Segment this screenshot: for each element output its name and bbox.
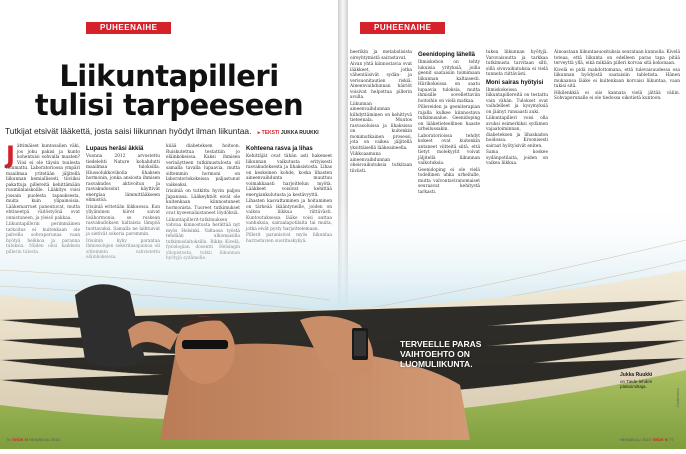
page-number-left: 76: [6, 437, 11, 442]
byline-author: JUKKA RUUKKI: [280, 130, 319, 136]
folio-right: [620, 437, 674, 442]
col7-text-3: Liikuntapilleri voisi olla avuksi esimerkiksi sydämen vajaatoiminnan, diabeteksen ja lihaskadon hoidossa. Kroonisesti sairaat hyötyisivät eniten.: [486, 116, 548, 149]
lead-text: Tutkijat etsivät lääkettä, josta saisi liikunnan hyödyt ilman liikuntaa.: [5, 126, 252, 136]
page-title: [0, 59, 338, 122]
col3-text-2: Irisiiniä on tutkittu hyvin paljon Japanissa. Lääkeyhtiöt eivät ole: [166, 189, 240, 200]
brand-right: TIEDE 9/: [651, 437, 669, 442]
page-number-right: 77: [669, 437, 674, 442]
col3-text: kiiää diabeteksen hoitoon. Ruiskutettua testattiin jo eläinkokeissa. Kaksi ihmisen verinäytteen tutkimustulosta oli samalla tavalla lupaavia, mutta sittemmin hormoni on laboratoriokokeissa paljastunut vaikeaksi.: [166, 144, 240, 188]
column-7-subhead: Moni sairas hyötyisi: [486, 79, 544, 86]
section-tab-right: PUHEENAIHE: [360, 22, 445, 34]
col2-text: Vuonna 2012 arvostettu tiedelehti Nature kohahdutti maailmaa tuloksilla. Hiussolukkovikoila lihaksen hormonin, jonka ansiosta ihmisen rasvakudos aktivoituu ja rasvakudosolut käyttivät energiaa lämmittääkseen: [86, 154, 160, 198]
headline-line-1: Liikuntapilleri: [59, 59, 279, 93]
col5-text-2: Aivan yhtä kiinnostavia ovat lääkkeet, jotka vähentäisivät sydän- ja verisuonitautien riskiä. Aineenvaihdunnan häiriöt voisivat helpottua pillerin avulla.: [350, 62, 412, 100]
col7-text-2: Ihmiskokeissa liikuntapillereitä on testattu vain vähän. Tulokset ovat vaihdelleet ja kysymyksiä on jäänyt runsaasti auki.: [486, 87, 548, 115]
col1-text: ättimäiset kuntosalien väki, jos joku pakisi ja kunto kohentuisi sohvalla maaten? Viisi ei ole täysin tuulesta temmattu. Laboratoriossa ympäri maailmaa yritetään jäljitellä liikunnan kemiallisesti, tiiviiksi pakattuja pillereitä kehittämään ruumiinlaiskoille. Lääkitys voisi jossain puolesta tapauksesta,: [6, 144, 80, 199]
lead-paragraph: [5, 126, 338, 136]
col8-text-2: Kivelä ei pidä mahdottomana, että tulevaisuudessa osa liikunnan hyödyistä saataisiin tabletista. Hänen mukaansa lääke ei kuitenkaan korvaisi liikuntaa, vaan tukisi sitä.: [554, 67, 680, 89]
column-2-subhead: Lupaus heräsi äkkiä: [86, 146, 144, 152]
sunglasses: [182, 340, 228, 349]
col6-text-4: Geenidoping ei ole vielä todellinen uhka urheilulle, mutta valvontaviranomaiset seuraavat kehitystä tarkasti.: [418, 167, 480, 195]
col7-text: tukea liikunnan hyötyjä. Varovaisuutta ja tarkkaa tutkimusta tarvitaan silti, sillä sivuvaikutuksia ei vielä tunneta riittävästi.: [486, 50, 548, 77]
col8-text: Ainoastaan liikuntasuosituksia seurataan kunnolla. Kivelä toteaa, että liikunta on edelleen paras tapa pitää terveyttä yllä, eikä mikään pilleri korvaa sitä kokonaan.: [554, 50, 681, 66]
column-4-subhead: Kohteena rasva ja lihas: [246, 146, 313, 152]
col7-text-4: Sama koskee sydänpotilaita, joiden on vaikea liikkua.: [486, 150, 548, 166]
author-signature: [620, 372, 678, 390]
pull-quote: TERVEELLE PARAS VAIHTOEHTO ON LUOMULIIKUNTA.: [400, 339, 482, 369]
photo-credit: Shutterstock: [676, 388, 680, 408]
issue-right: HEINÄKUU 2015: [620, 437, 651, 442]
col5-text-3: Liikunnan aineenvaihdunnan kiihdyttäminen on kehittyvä tieteenala. Muutos rasvasoluissa ja lihaksissa on kuitenkin monimutkainen prosessi, jota on vaikea jäljitellä yksittäisellä lääkeaineella.: [350, 101, 412, 151]
brand-left: TIEDE 9/: [11, 437, 28, 442]
col8-text-3: Hikilenkkiä ei siis kannata vielä jättää väliin. Sohvaperunalle ei ole tiedossa oikotietä kuntoon.: [554, 90, 680, 101]
byline: [258, 130, 319, 136]
section-tab-left: PUHEENAIHE: [86, 22, 171, 34]
dropcap: J: [6, 141, 15, 169]
folio-left: [6, 437, 60, 442]
col5-text: heerikin ja metabolisista oireyhtymistä sairastavat.: [350, 50, 412, 61]
hero-photo: [0, 200, 686, 449]
signature-name: Jukka Ruukki: [620, 372, 653, 378]
byline-prefix: ▸ TEKSTI: [257, 130, 280, 136]
hammock-illustration: [0, 200, 686, 449]
column-6-subhead: Geenidoping lähellä: [418, 52, 476, 58]
col6-text-3: Laboratorioissa tehdyt kokeet ovat kuitenkin antaneet viitteitä siitä, että tietyt molekyylit voivat jäljitellä liikunnan vaikutuksia.: [418, 133, 480, 166]
col4-text: Kehittäjät ovat tähän asti hakeneet liikunnan vaikutusta erityisesti rasvakudoksesta ja lihaksistosta. Lihas on keskeinen kohde, koska lihasten aineenvaihdunta muuttuu voimakkaasti harjoittelun myötä. Lääkkeet voisivat kehittää energiankulutusta ja kestävyyttä.: [246, 154, 332, 198]
col6-text: Ihmiskehon on tehty lukuisia yrityksiä, joilla geenit saataisiin toimimaan liikunnan kaltaisesti. Hiirikokeissa on saatu lupaavia tuloksia, mutta ihmisille sovellettaviin hoitoihin on vielä matkaa.: [418, 60, 480, 104]
issue-left: HEINÄKUU 2015: [28, 437, 60, 442]
headline-line-2: tulisi tarpeeseen: [34, 88, 304, 122]
signature-desc: on Tiede-lehden päätoimittaja.: [620, 378, 653, 389]
col5-text-4: Viikkoaamuna aineenvaihdunnan oheisvaikutuksia tutkitaan tiiviisti.: [350, 152, 412, 174]
col6-text-2: Pillereiden ja geeniterapian rajalla kulkee kiinnostava tutkimusalue. Geenidoping on lääketieteellinen haaste urheilussakin.: [418, 105, 480, 132]
